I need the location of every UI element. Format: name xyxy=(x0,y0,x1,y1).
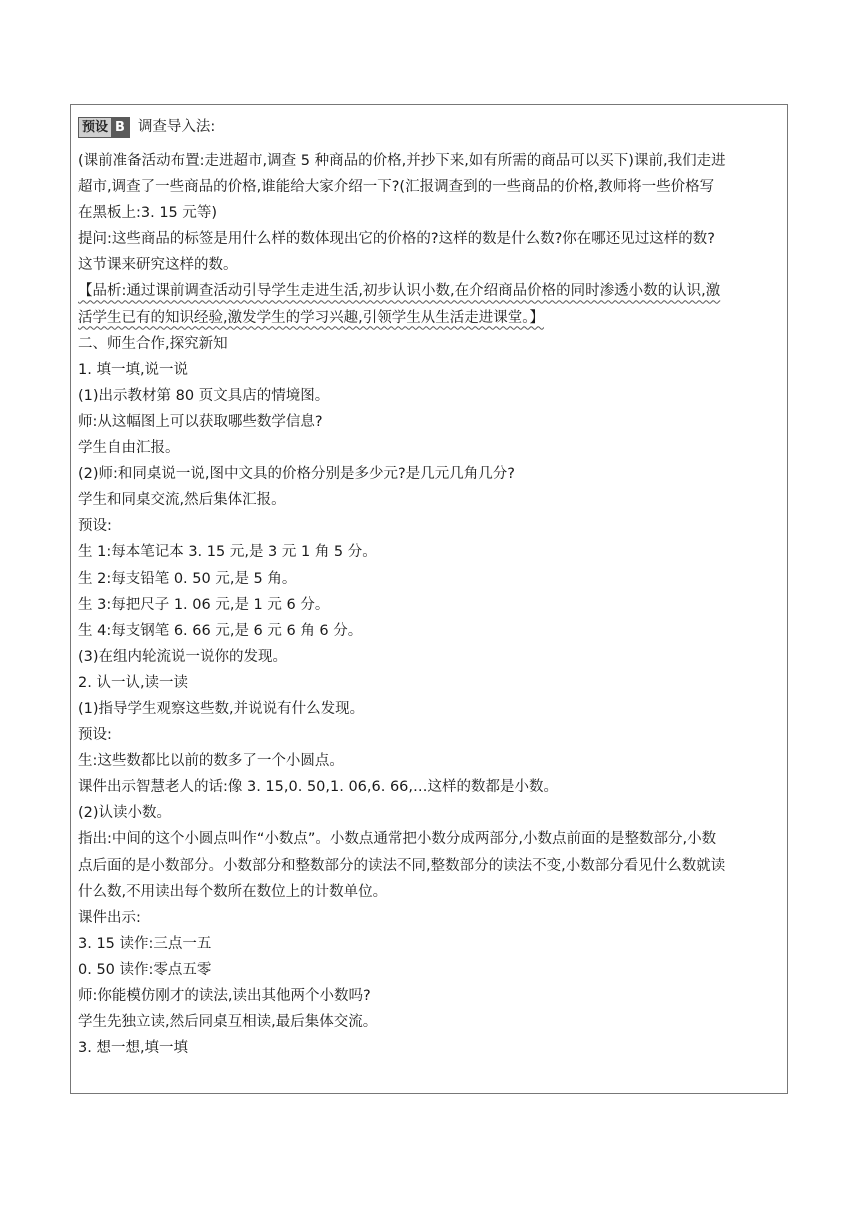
text-line: (1)出示教材第 80 页文具店的情境图。 xyxy=(78,387,330,404)
preset-badge-label: 预设 xyxy=(79,118,111,137)
text-line: (1)指导学生观察这些数,并说说有什么发现。 xyxy=(78,700,365,717)
step-title: 3. 想一想,填一填 xyxy=(78,1040,189,1057)
section-title: 调查导入法: xyxy=(137,119,216,135)
text-line: 点后面的是小数部分。小数部分和整数部分的读法不同,整数部分的读法不变,小数部分看见什么数就读 xyxy=(78,857,726,874)
text-line: 0. 50 读作:零点五零 xyxy=(78,961,212,978)
text-line: 师:从这幅图上可以获取哪些数学信息? xyxy=(78,413,323,430)
text-line: 3. 15 读作:三点一五 xyxy=(78,935,212,952)
lesson-content xyxy=(78,114,782,1061)
text-line: 课件出示: xyxy=(78,909,141,926)
text-line: 生 1:每本笔记本 3. 15 元,是 3 元 1 角 5 分。 xyxy=(78,544,377,561)
text-line: 预设: xyxy=(78,518,112,535)
note-line: 【品析:通过课前调查活动引导学生走进生活,初步认识小数,在介绍商品价格的同时渗透小数的认识,激 xyxy=(78,283,721,300)
text-line: 提问:这些商品的标签是用什么样的数体现出它的价格的?这样的数是什么数?你在哪还见过这样的数? xyxy=(78,231,715,248)
text-line: 指出:中间的这个小圆点叫作“小数点”。小数点通常把小数分成两部分,小数点前面的是整数部分,小数 xyxy=(78,831,717,848)
text-line: 生 3:每把尺子 1. 06 元,是 1 元 6 分。 xyxy=(78,596,330,613)
text-line: 生 4:每支钢笔 6. 66 元,是 6 元 6 角 6 分。 xyxy=(78,622,363,639)
text-line: 学生自由汇报。 xyxy=(78,440,180,457)
intro-paragraph xyxy=(78,148,782,278)
preset-badge xyxy=(78,117,130,138)
text-line: 生 2:每支铅笔 0. 50 元,是 5 角。 xyxy=(78,570,297,587)
text-line: 师:你能模仿刚才的读法,读出其他两个小数吗? xyxy=(78,988,371,1004)
text-line: 超市,调查了一些商品的价格,谁能给大家介绍一下?(汇报调查到的一些商品的价格,教师将一些价格写 xyxy=(78,179,715,196)
text-line: 在黑板上:3. 15 元等) xyxy=(78,205,218,222)
text-line: 课件出示智慧老人的话:像 3. 15,0. 50,1. 06,6. 66,…这样的数都是小数。 xyxy=(78,779,559,796)
lesson-body xyxy=(78,331,782,1062)
note-line: 活学生已有的知识经验,激发学生的学习兴趣,引领学生从生活走进课堂。】 xyxy=(78,309,544,326)
section-title-line: 二、师生合作,探究新知 xyxy=(78,335,228,352)
text-line: (2)认读小数。 xyxy=(78,805,172,822)
analysis-note xyxy=(78,278,782,330)
step-title: 2. 认一认,读一读 xyxy=(78,674,189,691)
text-line: 生:这些数都比以前的数多了一个小圆点。 xyxy=(78,753,344,770)
text-line: (3)在组内轮流说一说你的发现。 xyxy=(78,648,288,665)
text-line: (2)师:和同桌说一说,图中文具的价格分别是多少元?是几元几角几分? xyxy=(78,466,515,483)
text-line: (课前准备活动布置:走进超市,调查 5 种商品的价格,并抄下来,如有所需的商品可以买下)课前,我们走进 xyxy=(78,153,726,169)
text-line: 学生先独立读,然后同桌互相读,最后集体交流。 xyxy=(78,1014,378,1031)
text-line: 这节课来研究这样的数。 xyxy=(78,257,238,274)
step-title: 1. 填一填,说一说 xyxy=(78,361,189,378)
text-line: 预设: xyxy=(78,727,112,744)
text-line: 学生和同桌交流,然后集体汇报。 xyxy=(78,492,286,509)
preset-badge-letter: B xyxy=(111,118,129,137)
text-line: 什么数,不用读出每个数所在数位上的计数单位。 xyxy=(78,883,388,900)
section-heading xyxy=(78,114,782,140)
